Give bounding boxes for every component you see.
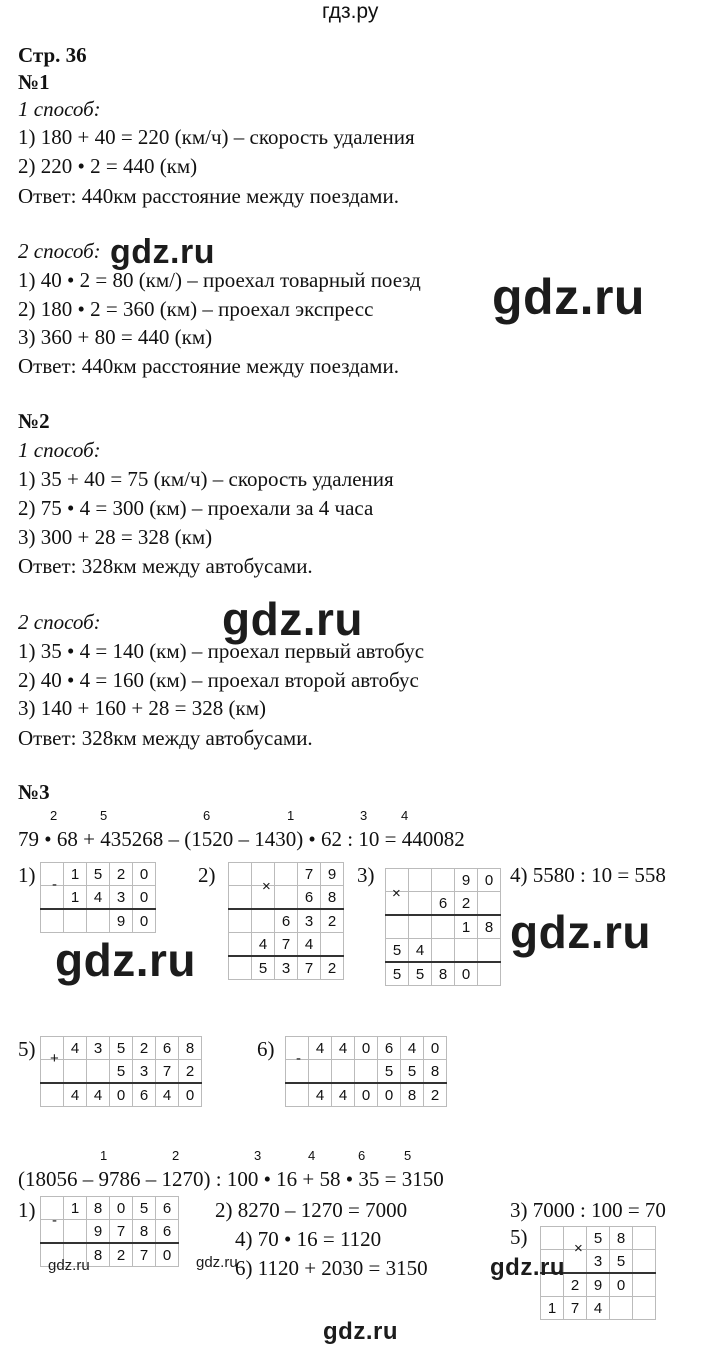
task-2-method-1-line: 3) 300 + 28 = 328 (км) xyxy=(18,525,213,549)
task-2-method-2-title: 2 способ: xyxy=(18,610,101,634)
watermark: gdz.ru xyxy=(490,1254,565,1281)
watermark: gdz.ru xyxy=(196,1254,238,1271)
plus-sign: + xyxy=(50,1050,59,1067)
task-1-method-2-title: 2 способ: xyxy=(18,239,101,263)
watermark: gdz.ru xyxy=(222,593,363,645)
step-4: 4) 5580 : 10 = 558 xyxy=(510,863,666,887)
order-number: 6 xyxy=(203,808,211,823)
column-addition-5: 4 3 5 2 6 8 5 3 7 2 4 4 0 6 4 0 xyxy=(40,1036,202,1107)
step-3: 3) 7000 : 100 = 70 xyxy=(510,1198,666,1222)
order-number: 5 xyxy=(404,1148,412,1163)
expression-1: 79 • 68 + 435268 – (1520 – 1430) • 62 : 10 = 440082 xyxy=(18,827,465,851)
step-label: 2) xyxy=(198,863,216,887)
task-1-method-2-line: 3) 360 + 80 = 440 (км) xyxy=(18,325,213,349)
watermark: gdz.ru xyxy=(492,269,645,325)
task-2-method-1-line: 1) 35 + 40 = 75 (км/ч) – скорость удаления xyxy=(18,467,394,491)
task-1-number: №1 xyxy=(18,70,50,94)
order-number: 3 xyxy=(360,808,368,823)
order-number: 4 xyxy=(308,1148,316,1163)
step-label: 1) xyxy=(18,1198,36,1222)
times-sign: × xyxy=(392,885,401,902)
step-label: 5) xyxy=(18,1037,36,1061)
times-sign: × xyxy=(262,878,271,895)
watermark: gdz.ru xyxy=(510,906,651,958)
task-1-method-1-line: 2) 220 • 2 = 440 (км) xyxy=(18,154,198,178)
step-4: 4) 70 • 16 = 1120 xyxy=(235,1227,382,1251)
order-number: 2 xyxy=(172,1148,180,1163)
step-label: 5) xyxy=(510,1225,528,1249)
task-3-number: №3 xyxy=(18,780,50,804)
watermark: gdz.ru xyxy=(48,1257,90,1274)
order-number: 4 xyxy=(401,808,409,823)
task-1-method-1-title: 1 способ: xyxy=(18,97,101,121)
task-2-method-1-line: 2) 75 • 4 = 300 (км) – проехали за 4 часа xyxy=(18,496,374,520)
order-number: 6 xyxy=(358,1148,366,1163)
times-sign: × xyxy=(574,1240,583,1257)
task-2-method-2-answer: Ответ: 328км между автобусами. xyxy=(18,726,313,750)
footer-watermark: gdz.ru xyxy=(323,1318,398,1345)
column-subtraction-6: 4 4 0 6 4 0 5 5 8 4 4 0 0 8 2 xyxy=(285,1036,447,1107)
task-1-method-1-answer: Ответ: 440км расстояние между поездами. xyxy=(18,184,399,208)
column-multiplication-2: 7 9 6 8 6 3 2 4 7 4 5 3 7 2 xyxy=(228,862,344,980)
task-2-method-2-line: 3) 140 + 160 + 28 = 328 (км) xyxy=(18,696,267,720)
task-2-method-1-answer: Ответ: 328км между автобусами. xyxy=(18,554,313,578)
task-2-method-2-line: 1) 35 • 4 = 140 (км) – проехал первый автобус xyxy=(18,639,425,663)
task-2-number: №2 xyxy=(18,409,50,433)
step-label: 1) xyxy=(18,863,36,887)
step-label: 6) xyxy=(257,1037,275,1061)
order-number: 3 xyxy=(254,1148,262,1163)
watermark: gdz.ru xyxy=(110,233,215,271)
column-subtraction-expr2: 1 8 0 5 6 9 7 8 6 8 2 7 0 xyxy=(40,1196,179,1267)
minus-sign: - xyxy=(52,876,57,893)
minus-sign: - xyxy=(296,1050,301,1067)
site-header: гдз.ру xyxy=(322,0,379,23)
task-1-method-1-line: 1) 180 + 40 = 220 (км/ч) – скорость удаления xyxy=(18,125,415,149)
order-number: 5 xyxy=(100,808,108,823)
order-number: 2 xyxy=(50,808,58,823)
task-1-method-2-line: 2) 180 • 2 = 360 (км) – проехал экспресс xyxy=(18,297,374,321)
task-2-method-1-title: 1 способ: xyxy=(18,438,101,462)
step-label: 3) xyxy=(357,863,375,887)
column-multiplication-expr2: 5 8 3 5 2 9 0 1 7 4 xyxy=(540,1226,656,1320)
column-multiplication-3: 9 0 6 2 1 8 5 4 5 5 8 0 xyxy=(385,868,501,986)
page-number: Стр. 36 xyxy=(18,43,87,67)
order-number: 1 xyxy=(287,808,295,823)
column-subtraction-1: 1 5 2 0 1 4 3 0 9 0 xyxy=(40,862,156,933)
expression-2: (18056 – 9786 – 1270) : 100 • 16 + 58 • 35 = 3150 xyxy=(18,1167,444,1191)
task-2-method-2-line: 2) 40 • 4 = 160 (км) – проехал второй автобус xyxy=(18,668,419,692)
minus-sign: - xyxy=(52,1212,57,1229)
task-1-method-2-answer: Ответ: 440км расстояние между поездами. xyxy=(18,354,399,378)
task-1-method-2-line: 1) 40 • 2 = 80 (км/) – проехал товарный поезд xyxy=(18,268,421,292)
order-number: 1 xyxy=(100,1148,108,1163)
watermark: gdz.ru xyxy=(55,934,196,986)
step-6: 6) 1120 + 2030 = 3150 xyxy=(235,1256,428,1280)
step-2: 2) 8270 – 1270 = 7000 xyxy=(215,1198,408,1222)
